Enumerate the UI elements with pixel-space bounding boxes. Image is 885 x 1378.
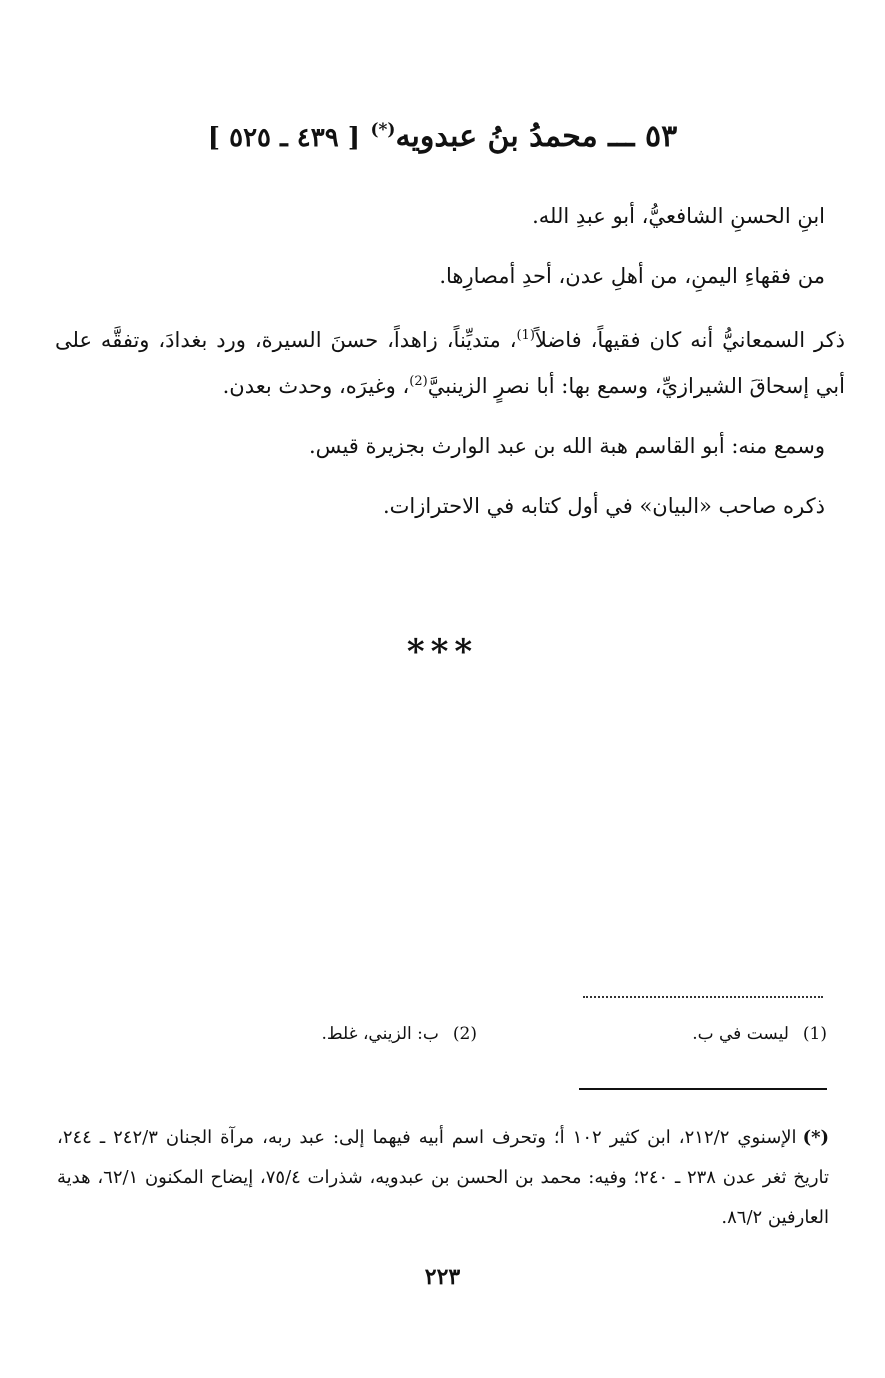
paragraph-lineage: ابنِ الحسنِ الشافعيُّ، أبو عبدِ الله.: [532, 204, 825, 228]
entry-dash: ـــ: [608, 119, 635, 154]
entry-name: محمدُ بنُ عبدويه: [395, 119, 598, 154]
section-separator: ***: [406, 632, 479, 672]
sources-note: [57, 1118, 829, 1238]
paragraph-description: [55, 315, 845, 407]
paragraph-origin: من فقهاءِ اليمنِ، من أهلِ عدن، أحدِ أمصارِها.: [439, 264, 825, 288]
footnote-2: [321, 1024, 477, 1044]
sources-note-mark: (*): [802, 1127, 830, 1148]
footnote-divider-dotted: [583, 996, 823, 998]
footnote-2-number: (2): [452, 1024, 477, 1044]
paragraph-mention: ذكره صاحب «البيان» في أول كتابه في الاحترازات.: [382, 494, 825, 518]
footnote-1-text: ليست في ب.: [692, 1024, 789, 1044]
footnote-ref-2: (2): [409, 374, 428, 389]
entry-footnote-mark: (*): [370, 120, 396, 140]
footnote-1-number: (1): [802, 1024, 827, 1044]
paragraph-description-part-c: ، وغيرَه، وحدث بعدن.: [222, 374, 410, 398]
paragraph-description-part-b: ، متديِّناً، زاهداً، حسنَ السيرة، ورد بغدادَ، وتفقَّه على أبي إسحاقَ الشيرازيِّ، وسمع بها: أبا نصرٍ الزينبيَّ: [55, 328, 845, 398]
sources-note-text: الإسنوي ٢١٢/٢، ابن كثير ١٠٢ أ؛ وتحرف اسم أبيه فيهما إلى: عبد ربه، مرآة الجنان ٢٤٢/٣ ـ ٢٤٤، تاريخ ثغر عدن ٢٣٨ ـ ٢٤٠؛ وفيه: محمد بن الحسن بن عبدويه، شذرات ٧٥/٤، إيضاح المكنون ٦٢/١، هدية العارفين ٨٦/٢.: [57, 1127, 830, 1228]
footnotes: [227, 1024, 827, 1054]
biography-body: [55, 195, 845, 545]
entry-title: [0, 108, 885, 160]
page-number: ٢٢٣: [424, 1264, 461, 1290]
footnote-1: [692, 1024, 827, 1044]
entry-dates: [ ٤٣٩ ـ ٥٢٥ ]: [207, 123, 361, 153]
footnote-ref-1: (1): [516, 328, 535, 343]
sources-divider-rule: [579, 1088, 827, 1090]
paragraph-students: وسمع منه: أبو القاسم هبة الله بن عبد الوارث بجزيرة قيس.: [309, 434, 825, 458]
entry-number: ٥٣: [644, 119, 678, 154]
paragraph-description-part-a: ذكر السمعانيُّ أنه كان فقيهاً، فاضلاً: [534, 328, 845, 352]
footnote-2-text: ب: الزيني، غلط.: [321, 1024, 439, 1044]
